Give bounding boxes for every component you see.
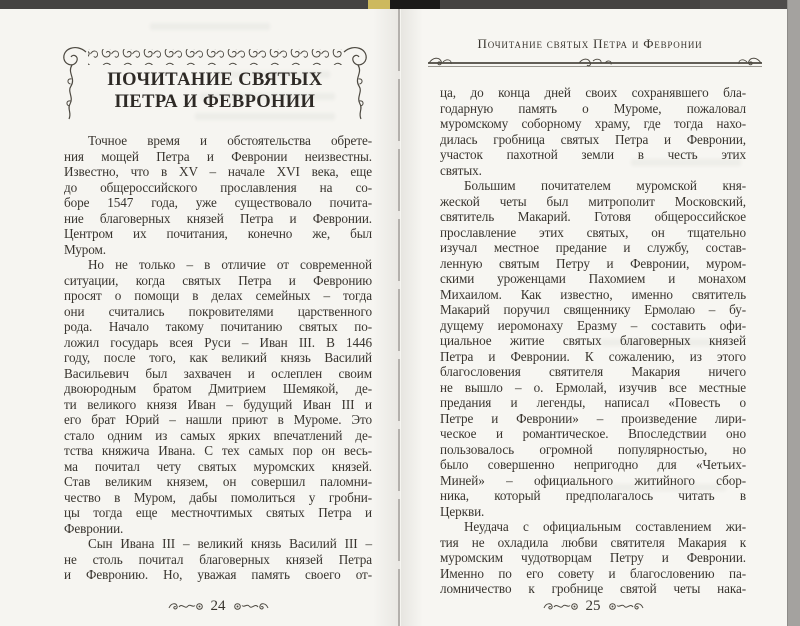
text-line: годарную память о Муроме, пожаловал <box>440 100 746 116</box>
text-line: его брат Юрий – нашли приют в Муроме. Это <box>64 412 372 427</box>
text-line: ческое и романтическое. Впоследствии оно <box>440 426 746 441</box>
book-gutter-seam <box>398 9 400 626</box>
page-right <box>401 9 787 626</box>
text-line: Неудача с официальным составлением жи- <box>464 519 746 534</box>
paragraph <box>64 257 372 536</box>
scroll-rule-ornament-icon <box>427 55 763 71</box>
scan-top-edge <box>0 0 800 9</box>
text-line: муромским чудотворцам Петру и Февронии. <box>440 550 746 565</box>
text-line: Но не только – в отличие от современной <box>88 257 372 272</box>
text-line: святых. <box>440 162 482 178</box>
text-line: не столь почитал благоверных князей Петра <box>64 551 372 567</box>
text-line: ника, который предполагалось читать в <box>440 488 746 503</box>
text-line: и Февронию. Но, уважая память своего от- <box>64 567 372 582</box>
text-line: дущему иеромонаху Еразму – составить офи- <box>440 317 746 333</box>
text-line: Февронии. <box>64 520 124 536</box>
bleedthrough-artifact <box>150 23 270 30</box>
text-line: Церкви. <box>440 503 485 519</box>
running-head: Почитание святых Петра и Февронии <box>477 36 703 51</box>
text-line: пользовалось огромной популярностью, но <box>440 441 746 457</box>
text-line: прославление этих святых, он тщательно <box>440 224 746 240</box>
text-line: Миней» – официального житийного сбор- <box>440 472 746 488</box>
footer-scroll-ornament-icon <box>233 599 269 614</box>
chapter-title-line: ПОЧИТАНИЕ СВЯТЫХ <box>107 70 323 90</box>
text-line: до общероссийского прославления на со- <box>64 179 372 195</box>
headband-shadow <box>390 0 440 9</box>
page-body-text <box>64 133 372 583</box>
footer-scroll-ornament-icon <box>543 599 579 614</box>
text-line: они считались покровителями царственного <box>64 303 372 319</box>
text-line: Став великим князем, он совершил паломни- <box>64 474 372 489</box>
text-line: скими уроженцами Пахомием и монахом <box>440 271 746 286</box>
text-line: изучал местное предание и службу, состав- <box>440 240 746 255</box>
text-line: не вышло – о. Ермолай, изучив все местные <box>440 379 746 395</box>
paragraph <box>440 178 746 519</box>
text-line: стало одним из самых ярких впечатлений де- <box>64 427 372 443</box>
text-line: Петре и Февронии» – произведение лири- <box>440 410 746 426</box>
paragraph <box>440 519 746 597</box>
text-line: двоюродным братом Дмитрием Шемякой, де- <box>64 381 372 396</box>
text-line: Петра и Февронии. К сожалению, из этого <box>440 348 746 364</box>
text-line: рода. Начало такому почитанию святых по- <box>64 319 372 334</box>
paragraph <box>64 133 372 257</box>
text-line: ма почитал чету святых муромских князей. <box>64 458 372 474</box>
text-line: боре 1547 года, уже существовало почита- <box>64 195 372 210</box>
text-line: благословения святителя Макария ничего <box>440 364 746 379</box>
headband <box>368 0 390 9</box>
page-body-text <box>440 85 746 597</box>
text-line: циальное житие святых благоверных князей <box>440 333 746 348</box>
scan-top-edge-shade <box>700 0 800 9</box>
text-line: ситуации, когда святых Петра и Февронию <box>64 272 372 288</box>
text-line: цы тогда еще местночтимых святых Петра и <box>64 505 372 520</box>
page-number: 25 <box>585 597 601 614</box>
scan-right-edge <box>787 0 800 626</box>
text-line: ти великого князя Иван – будущий Иван III и <box>64 396 372 412</box>
page-left <box>0 9 399 626</box>
text-line: святитель Макарий. Готовя общероссийское <box>440 209 746 224</box>
page-number: 24 <box>210 597 226 614</box>
text-line: ложил государь всея Руси – Иван III. В 1446 <box>64 334 372 350</box>
text-line: Известно, что в XV – начале XVI века, еще <box>64 164 372 179</box>
text-line: ние благоверных князей Петра и Февронии. <box>64 210 372 226</box>
text-line: ломничество к гробнице святой четы нака- <box>440 581 746 596</box>
text-line: Макарий поручил священнику Ермолаю – бу- <box>440 302 746 317</box>
text-line: Муром. <box>64 241 106 257</box>
text-line: году, после того, как великий князь Василий <box>64 350 372 365</box>
paragraph <box>440 85 746 178</box>
text-line: тия не охладила любви святителя Макария к <box>440 534 746 550</box>
text-line: жеской четы был митрополит Московский, <box>440 193 746 209</box>
text-line: Именно по его совету и благословению па- <box>440 565 746 581</box>
text-line: ленную святым Петру и Февронии, муром- <box>440 255 746 271</box>
text-line: Васильевич был захвачен и ослеплен своим <box>64 365 372 381</box>
page-footer <box>440 597 746 615</box>
paragraph <box>64 536 372 583</box>
text-line: предания и легенды, написал «Повесть о <box>440 395 746 410</box>
footer-scroll-ornament-icon <box>608 599 644 614</box>
chapter-title-line: ПЕТРА И ФЕВРОНИИ <box>114 92 316 112</box>
text-line: Большим почитателем муромской кня- <box>464 178 746 193</box>
chapter-title <box>58 69 372 113</box>
text-line: участок пахотной земли в честь этих <box>440 147 746 162</box>
text-line: тства княжича Ивана. С тех самых пор он весь- <box>64 443 372 458</box>
text-line: ца, до конца дней своих сохранявшего бла- <box>440 85 746 100</box>
text-line: Сын Ивана III – великий князь Василий III – <box>88 536 372 551</box>
text-line: Центром их почитания, конечно же, был <box>64 226 372 241</box>
text-line: было совершенно непригодно для «Четьих- <box>440 457 746 472</box>
footer-scroll-ornament-icon <box>168 599 204 614</box>
text-line: муромскому соборному храму, где тогда нахо- <box>440 116 746 131</box>
text-line: ния мощей Петра и Февронии неизвестны. <box>64 148 372 164</box>
page-footer <box>64 597 372 615</box>
text-line: дилась гробница святых Петра и Февронии, <box>440 131 746 147</box>
text-line: просят о помощи в делах семейных – тогда <box>64 288 372 303</box>
text-line: Михаилом. Как известно, именно святитель <box>440 286 746 302</box>
text-line: чество в Муром, дабы помолиться у гробни- <box>64 489 372 505</box>
text-line: Точное время и обстоятельства обрете- <box>88 133 372 148</box>
